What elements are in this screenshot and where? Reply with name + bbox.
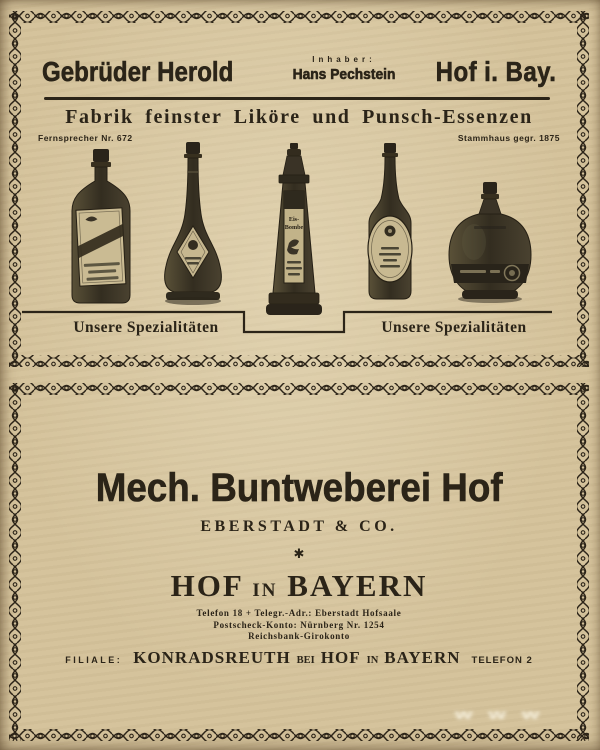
branch-line — [8, 648, 590, 668]
branch-connector: IN — [366, 655, 379, 666]
ad-buntweberei-hof — [8, 382, 590, 742]
branch-region: BAYERN — [384, 648, 461, 667]
bottle-label-text: Eis- — [288, 216, 300, 223]
bottle-label-text: Bombe — [284, 224, 304, 231]
header-rule — [44, 97, 550, 100]
bottle-obelisk-icon — [256, 143, 332, 319]
owner-block — [282, 55, 406, 83]
owners-line: EBERSTADT & CO. — [200, 518, 398, 535]
branch-label: FILIALE: — [65, 655, 123, 665]
caption-specialties-left: Unsere Spezialitäten — [73, 319, 219, 336]
bottle-trumpet-icon — [158, 142, 228, 306]
bottle-flask-icon — [65, 149, 137, 307]
star-ornament-icon: ✱ — [293, 546, 305, 561]
company-name — [8, 466, 590, 511]
company-name-text: Mech. Buntweberei Hof — [95, 466, 503, 510]
branch-location — [133, 648, 460, 668]
contact-line: Postscheck-Konto: Nürnberg Nr. 1254 — [213, 619, 385, 630]
owner-name: Hans Pechstein — [292, 66, 396, 83]
city-part: BAYERN — [287, 568, 428, 603]
company-city: Hof i. Bay. — [435, 56, 556, 87]
tagline: Fabrik feinster Liköre und Punsch-Essenzen — [65, 106, 533, 128]
bottle-slim-icon — [359, 143, 421, 305]
phone-number: Fernsprecher Nr. 672 — [38, 133, 133, 143]
city-part: HOF — [170, 568, 243, 603]
company-name: Gebrüder Herold — [42, 56, 234, 87]
contact-line: Reichsbank-Girokonto — [248, 631, 350, 641]
city-line — [8, 568, 590, 604]
branch-connector: BEI — [296, 655, 315, 666]
founded-note: Stammhaus gegr. 1875 — [457, 133, 560, 143]
contact-block — [8, 608, 590, 643]
branch-phone: TELEFON 2 — [471, 655, 533, 666]
caption-specialties-right: Unsere Spezialitäten — [381, 319, 527, 336]
owner-label: Inhaber: — [312, 55, 376, 64]
contact-line: Telefon 18 + Telegr.-Adr.: Eberstadt Hofsaale — [196, 608, 402, 618]
chain-border-ornament — [8, 382, 590, 742]
ad-gebrueder-herold — [8, 10, 590, 368]
meta-row — [38, 133, 560, 143]
branch-city: HOF — [320, 648, 361, 667]
scan-watermark: www — [455, 706, 556, 722]
branch-place: KONRADSREUTH — [133, 648, 291, 667]
city-part-small: IN — [252, 580, 278, 601]
bottle-onion-icon — [444, 182, 536, 304]
